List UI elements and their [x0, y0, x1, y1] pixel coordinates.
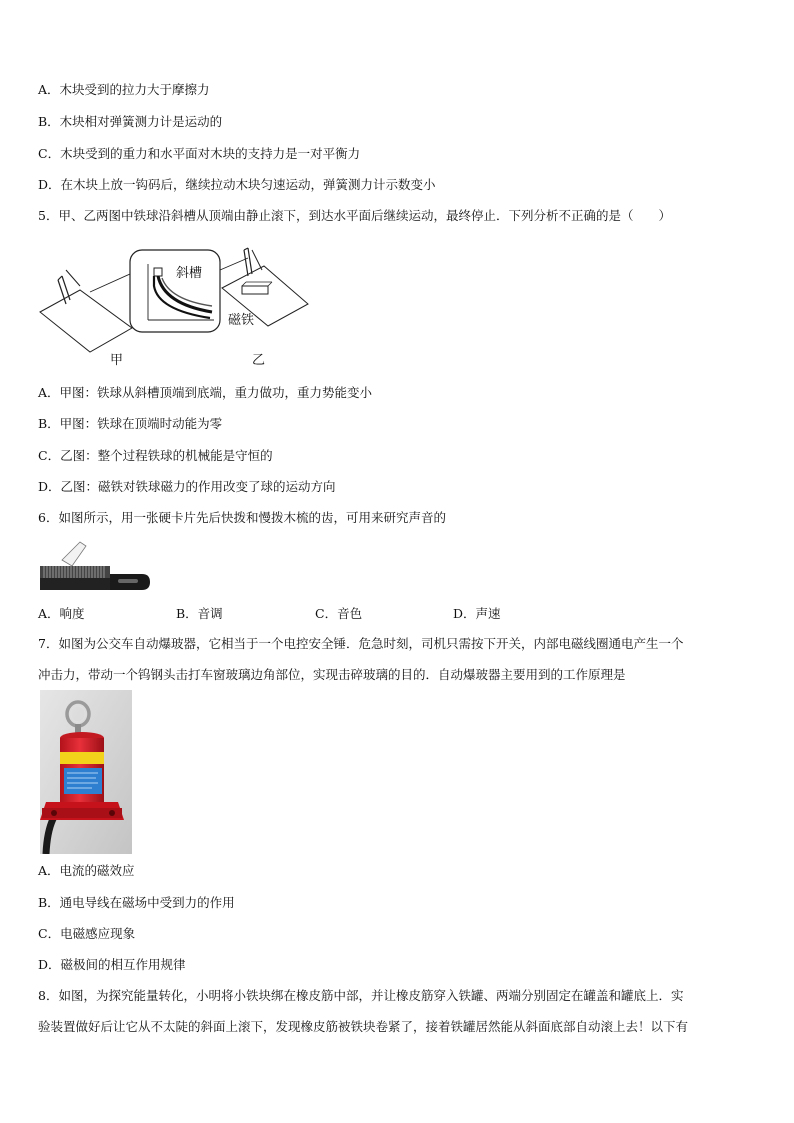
- figure-chute-zoom: [130, 250, 220, 332]
- q6-option-c: C．音色: [315, 606, 363, 621]
- q7-option-a: A．电流的磁效应: [38, 863, 135, 878]
- q8-stem-line2: 验装置做好后让它从不太陡的斜面上滚下，发现橡皮筋被铁块卷紧了，接着铁罐居然能从斜面底部自动滚上去！以下有: [38, 1019, 689, 1034]
- q6-stem: 6．如图所示，用一张硬卡片先后快拨和慢拨木梳的齿，可用来研究声音的: [38, 510, 446, 525]
- figure-jia-board: [40, 270, 132, 352]
- q7-option-c: C．电磁感应现象: [38, 926, 136, 941]
- q7-option-b: B．通电导线在磁场中受到力的作用: [38, 895, 235, 910]
- q5-figure: [36, 240, 316, 370]
- caption-yi: 乙: [252, 353, 266, 368]
- q6-option-d: D．声速: [453, 606, 501, 621]
- q5-stem: 5．甲、乙两图中铁球沿斜槽从顶端由静止滚下，到达水平面后继续运动，最终停止．下列分析不正确的是（ ）: [38, 208, 671, 223]
- q7-stem-line1: 7．如图为公交车自动爆玻器，它相当于一个电控安全锤．危急时刻，司机只需按下开关，内部电磁线圈通电产生一个: [38, 636, 684, 651]
- q4-option-c: C．木块受到的重力和水平面对木块的支持力是一对平衡力: [38, 146, 361, 161]
- q5-option-d: D．乙图：磁铁对铁球磁力的作用改变了球的运动方向: [38, 479, 336, 494]
- q7-stem-line2: 冲击力，带动一个钨钢头击打车窗玻璃边角部位，实现击碎玻璃的目的．自动爆玻器主要用到的工作原理是: [38, 667, 626, 682]
- q7-glass-breaker-photo: [40, 690, 132, 854]
- label-magnet: 磁铁: [228, 313, 255, 328]
- figure-yi-board: [220, 248, 308, 328]
- q5-option-b: B．甲图：铁球在顶端时动能为零: [38, 416, 223, 431]
- caption-jia: 甲: [110, 353, 124, 368]
- q4-option-b: B．木块相对弹簧测力计是运动的: [38, 114, 223, 129]
- magnet-block: [242, 286, 268, 294]
- q6-options: [38, 604, 758, 620]
- q7-option-d: D．磁极间的相互作用规律: [38, 957, 186, 972]
- label-chute: 斜槽: [176, 266, 203, 281]
- q5-option-c: C．乙图：整个过程铁球的机械能是守恒的: [38, 448, 273, 463]
- q5-option-a: A．甲图：铁球从斜槽顶端到底端，重力做功，重力势能变小: [38, 385, 373, 400]
- q6-comb-figure: [38, 538, 154, 596]
- q6-option-a: A．响度: [38, 606, 85, 621]
- hard-card: [62, 542, 86, 566]
- q4-option-a: A．木块受到的拉力大于摩擦力: [38, 82, 210, 97]
- q4-option-d: D．在木块上放一钩码后，继续拉动木块匀速运动，弹簧测力计示数变小: [38, 177, 436, 192]
- q6-option-b: B．音调: [176, 606, 223, 621]
- q8-stem-line1: 8．如图，为探究能量转化，小明将小铁块绑在橡皮筋中部，并让橡皮筋穿入铁罐、两端分别固定在罐盖和罐底上．实: [38, 988, 684, 1003]
